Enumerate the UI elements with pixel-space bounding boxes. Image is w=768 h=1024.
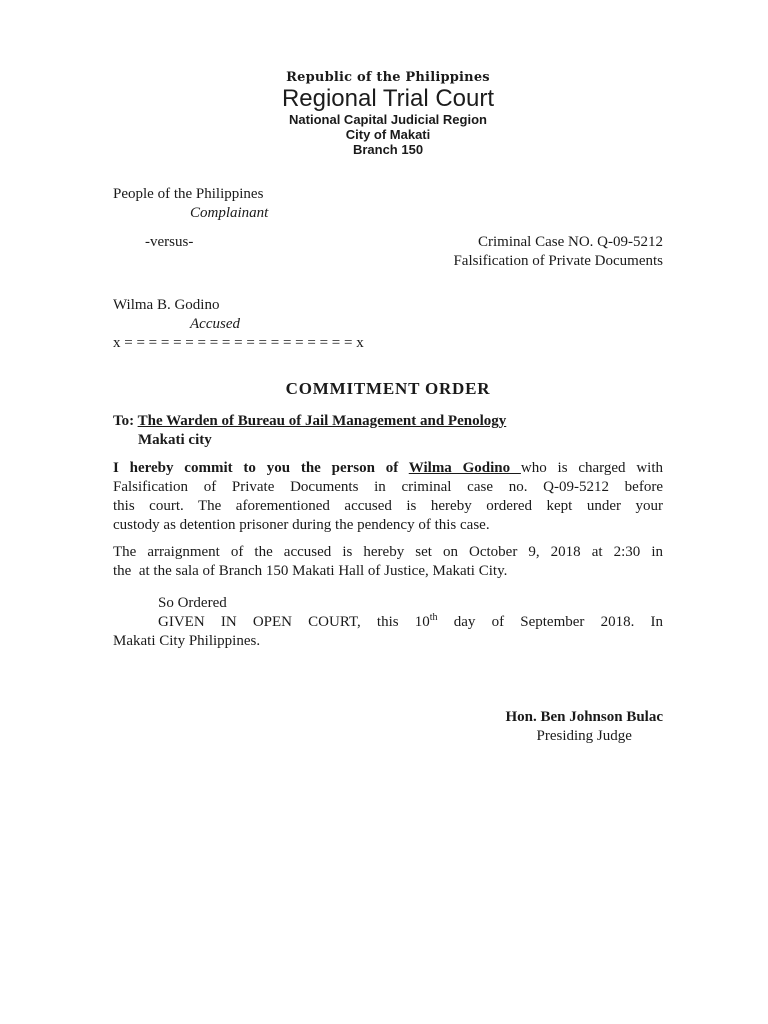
document-content: [113, 0, 663, 746]
versus-label: -versus-: [145, 234, 194, 250]
paragraph-line: custody as detention prisoner during the pendency of this case.: [113, 517, 490, 533]
paragraph-line: the at the sala of Branch 150 Makati Hall of Justice, Makati City.: [113, 563, 508, 579]
so-ordered-line: So Ordered: [158, 595, 227, 611]
to-label: To:: [113, 413, 138, 429]
header-republic: Republic of the Philippines: [286, 70, 490, 85]
order-title: COMMITMENT ORDER: [285, 379, 491, 398]
paragraph-line: [113, 459, 663, 478]
addressee-line: [113, 412, 663, 431]
complainant-name: People of the Philippines: [113, 186, 264, 202]
case-info: [453, 233, 663, 271]
to-addressee: The Warden of Bureau of Jail Management and Penology: [137, 413, 507, 429]
case-charge: Falsification of Private Documents: [453, 253, 663, 269]
commit-lead: I hereby commit to you the person of: [113, 460, 409, 476]
complainant-role: Complainant: [190, 205, 269, 221]
paragraph-line: [113, 613, 663, 632]
signature-inner: [505, 708, 663, 746]
accused-name-inline: Wilma Godino: [408, 460, 521, 476]
case-caption: [113, 185, 663, 353]
ordinal-suffix: th: [429, 612, 438, 623]
header-branch: Branch 150: [352, 142, 424, 157]
given-pre: GIVEN IN OPEN COURT, this 10: [158, 614, 430, 630]
paragraph-line: Makati City Philippines.: [113, 633, 261, 649]
arraignment-paragraph: [113, 543, 663, 581]
commit-rest: who is charged with: [520, 460, 663, 476]
header-city: City of Makati: [345, 127, 431, 142]
accused-name: Wilma B. Godino: [113, 297, 220, 313]
judge-name: Hon. Ben Johnson Bulac: [505, 709, 663, 725]
header-region: National Capital Judicial Region: [289, 112, 487, 127]
accused-role: Accused: [190, 316, 240, 332]
paragraph-line: this court. The aforementioned accused is hereby ordered kept under your: [113, 498, 663, 514]
given-post: day of September 2018. In: [437, 614, 663, 630]
given-paragraph: [113, 613, 663, 651]
judge-title: Presiding Judge: [536, 728, 632, 744]
versus-row: [113, 233, 663, 271]
caption-separator: x = = = = = = = = = = = = = = = = = = = x: [113, 335, 364, 351]
case-number: Criminal Case NO. Q-09-5212: [478, 234, 663, 250]
commitment-paragraph: [113, 459, 663, 535]
header-court-name: Regional Trial Court: [281, 85, 495, 112]
paragraph-line: The arraignment of the accused is hereby set on October 9, 2018 at 2:30 in: [113, 544, 663, 560]
to-location: Makati city: [138, 432, 212, 448]
addressee-block: [113, 412, 663, 450]
paragraph-line: Falsification of Private Documents in criminal case no. Q-09-5212 before: [113, 479, 663, 495]
signature-block: [113, 708, 663, 746]
court-header: [113, 70, 663, 157]
